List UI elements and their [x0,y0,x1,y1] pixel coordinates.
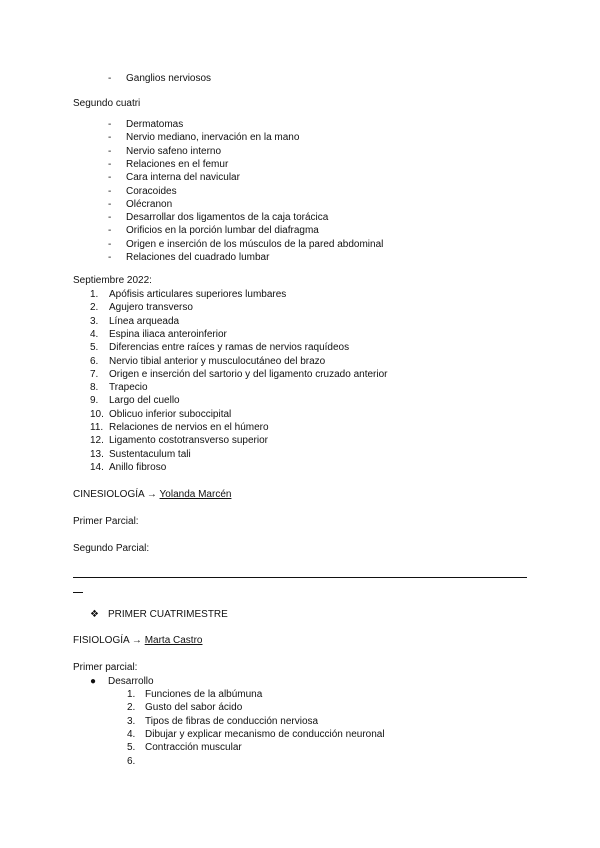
list-item [127,728,385,741]
list-item [90,328,227,341]
list-item [108,171,240,184]
list-item-text: Origen e inserción del sartorio y del ligamento cruzado anterior [109,368,388,380]
list-marker: 3. [127,715,136,727]
list-marker: - [108,225,112,237]
list-item [90,394,180,407]
list-marker: - [108,212,112,224]
list-item-text: Trapecio [109,382,148,394]
list-item-text: Espina iliaca anteroinferior [109,328,227,340]
list-marker: 12. [90,435,104,447]
list-item-text: Agujero transverso [109,302,193,314]
cinesiologia-title: CINESIOLOGÍA → [73,489,157,500]
cinesiologia-heading [73,488,231,501]
list-item [108,131,299,144]
list-item [108,238,383,251]
list-item [90,355,325,368]
list-item-text: Origen e inserción de los músculos de la pared abdominal [126,238,384,250]
list-item-text: Gusto del sabor ácido [145,702,243,714]
fisiologia-teacher-link[interactable]: Marta Castro [144,635,203,646]
horizontal-rule [73,577,527,578]
list-marker: 5. [127,742,136,754]
list-item-text: Nervio safeno interno [126,145,222,157]
list-item [127,715,318,728]
list-marker: 2. [127,702,136,714]
list-item-text: Relaciones del cuadrado lumbar [126,252,270,263]
list-item-text: Desarrollar dos ligamentos de la caja torácica [126,212,329,224]
section-heading-septiembre: Septiembre 2022: [73,275,152,286]
list-item [90,301,193,314]
fisiologia-heading [73,634,202,647]
section-heading-segundo-cuatri: Segundo cuatri [73,98,141,109]
list-item [108,211,328,224]
desarrollo-item [90,675,154,688]
list-item [90,288,286,301]
cinesiologia-primer-parcial: Primer Parcial: [73,516,139,527]
list-item [108,224,319,237]
list-marker: - [108,145,112,157]
list-item [127,755,145,768]
diamond-icon: ❖ [90,609,99,620]
list-marker: - [108,185,112,197]
cinesiologia-teacher-link[interactable]: Yolanda Marcén [159,489,232,500]
list-item [90,448,191,461]
list-item-text: Orificios en la porción lumbar del diafragma [126,225,319,237]
list-item [108,72,211,85]
list-marker: 13. [90,448,104,460]
list-marker: - [108,119,112,130]
list-marker: 1. [90,289,99,300]
list-marker: - [108,198,112,210]
list-item [127,741,242,754]
cuatrimestre-heading [90,608,228,621]
list-item-text: Ligamento costotransverso superior [109,435,268,447]
fisiologia-primer-parcial: Primer parcial: [73,662,138,673]
list-item [90,381,148,394]
list-item [90,368,387,381]
list-marker: - [108,132,112,144]
list-item [108,185,177,198]
list-item-text: Olécranon [126,198,173,210]
list-item-text: Dermatomas [126,119,184,130]
cuatrimestre-label: PRIMER CUATRIMESTRE [108,609,228,620]
bullet-icon: ● [90,676,97,687]
list-marker: 10. [90,408,104,420]
list-marker: 9. [90,395,99,407]
list-item [108,198,172,211]
fisiologia-title: FISIOLOGÍA → [73,635,142,646]
list-marker: 6. [127,755,136,767]
list-marker: 4. [90,328,99,340]
list-item-text: Ganglios nerviosos [126,73,212,84]
short-rule [73,592,83,593]
list-item-text: Cara interna del navicular [126,172,240,184]
list-marker: 5. [90,342,99,354]
list-marker: 7. [90,368,99,380]
list-item [90,341,349,354]
list-item-text: Relaciones en el femur [126,158,229,170]
list-item [108,158,228,171]
list-item [108,145,221,158]
list-item [108,118,183,131]
list-marker: 8. [90,382,99,394]
list-item [90,408,231,421]
list-item [90,421,269,434]
list-item [90,315,179,328]
list-item [90,461,166,474]
list-item-text: Coracoides [126,185,177,197]
list-item-text: Nervio tibial anterior y musculocutáneo del brazo [109,355,326,367]
list-item-text: Largo del cuello [109,395,180,407]
list-marker: - [108,238,112,250]
list-marker: 2. [90,302,99,314]
list-item-text: Contracción muscular [145,742,242,754]
list-item [108,251,269,264]
list-item-text: Oblicuo inferior suboccipital [109,408,232,420]
list-item [127,688,262,701]
list-item-text: Funciones de la albúmuna [145,689,263,700]
list-marker: - [108,158,112,170]
list-item-text: Tipos de fibras de conducción nerviosa [145,715,319,727]
list-item-text: Sustentaculum tali [109,448,191,460]
list-item [90,434,268,447]
list-marker: 1. [127,689,136,700]
list-item-text: Apófisis articulares superiores lumbares [109,289,287,300]
desarrollo-label: Desarrollo [108,676,154,687]
list-item [127,701,242,714]
list-item-text: Diferencias entre raíces y ramas de nervios raquídeos [109,342,350,354]
cinesiologia-segundo-parcial: Segundo Parcial: [73,543,150,554]
list-marker: 6. [90,355,99,367]
list-item-text: Línea arqueada [109,315,180,327]
list-item-text: Nervio mediano, inervación en la mano [126,132,300,144]
list-item-text: Relaciones de nervios en el húmero [109,422,269,433]
list-marker: 14. [90,461,104,473]
list-marker: 3. [90,315,99,327]
list-marker: 11. [90,422,104,433]
list-marker: - [108,252,112,263]
list-marker: 4. [127,728,136,740]
list-item-text: Anillo fibroso [109,461,167,473]
list-marker: - [108,172,112,184]
list-item-text: Dibujar y explicar mecanismo de conducción neuronal [145,728,385,740]
dash-marker: - [108,73,112,84]
